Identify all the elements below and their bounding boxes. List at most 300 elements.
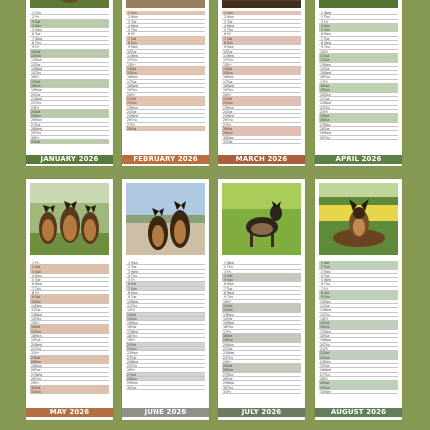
day-number: 18: [127, 84, 132, 89]
day-number: 26: [320, 368, 325, 373]
day-number: 7: [223, 286, 226, 291]
day-number: 30: [320, 135, 325, 140]
day-number: 12: [320, 58, 325, 63]
day-row: [30, 140, 109, 144]
day-number: 14: [127, 66, 132, 71]
weekday-name: Fri: [227, 299, 231, 304]
dog-photo: [222, 0, 301, 8]
day-number: 18: [223, 334, 228, 339]
day-list: [222, 261, 301, 394]
day-number: 8: [223, 291, 226, 296]
weekday-name: Tue: [324, 334, 330, 339]
month-label: FEBRUARY 2026: [122, 155, 209, 164]
weekday-name: Thu: [227, 295, 233, 300]
day-number: 7: [320, 36, 323, 41]
weekday-name: Tue: [227, 19, 233, 24]
day-row: [30, 390, 109, 394]
weekday-name: Mon: [35, 88, 42, 93]
weekday-name: Sat: [324, 114, 330, 119]
weekday-name: Mon: [324, 329, 331, 334]
day-number: 5: [320, 28, 323, 33]
weekday-name: Mon: [131, 15, 138, 20]
calendar-panel-may: [26, 179, 113, 420]
day-number: 18: [31, 84, 36, 89]
weekday-name: Sat: [131, 66, 137, 71]
day-number: 3: [31, 269, 34, 274]
weekday-name: Wed: [324, 308, 331, 313]
weekday-name: Tue: [131, 385, 137, 390]
day-number: 28: [127, 127, 132, 132]
calendar-panel-june: [122, 179, 209, 420]
weekday-name: Sat: [35, 79, 41, 84]
day-number: 25: [223, 114, 228, 119]
day-number: 23: [31, 355, 36, 360]
day-number: 12: [320, 308, 325, 313]
day-number: 15: [31, 321, 36, 326]
day-number: 19: [127, 338, 132, 343]
day-list: [319, 261, 398, 394]
day-number: 25: [320, 114, 325, 119]
weekday-name: Mon: [227, 135, 234, 140]
day-number: 17: [31, 329, 36, 334]
weekday-name: Sat: [35, 139, 41, 144]
day-number: 27: [31, 122, 36, 127]
weekday-name: Sat: [227, 66, 233, 71]
day-number: 28: [320, 377, 325, 382]
weekday-name: Fri: [324, 316, 328, 321]
weekday-name: Sun: [324, 118, 331, 123]
day-number: 20: [320, 92, 325, 97]
day-number: 9: [127, 45, 130, 50]
weekday-name: Fri: [324, 19, 328, 24]
day-number: 1: [223, 261, 226, 265]
day-number: 12: [31, 58, 36, 63]
weekday-name: Tue: [227, 286, 233, 291]
day-number: 8: [320, 291, 323, 296]
weekday-name: Wed: [324, 71, 331, 76]
weekday-name: Thu: [324, 312, 330, 317]
weekday-name: Mon: [227, 372, 234, 377]
day-number: 10: [320, 299, 325, 304]
weekday-name: Wed: [35, 312, 42, 317]
day-number: 5: [127, 278, 130, 283]
day-number: 24: [31, 359, 36, 364]
dog-photo: [222, 183, 301, 255]
day-number: 11: [223, 303, 228, 308]
day-list: [126, 11, 205, 131]
day-number: 16: [127, 75, 132, 80]
weekday-name: Sun: [227, 278, 234, 283]
day-number: 1: [320, 11, 323, 15]
day-list: [126, 261, 205, 390]
day-number: 12: [223, 58, 228, 63]
day-number: 24: [127, 109, 132, 114]
weekday-name: Fri: [35, 15, 39, 20]
day-number: 19: [320, 88, 325, 93]
day-number: 4: [31, 23, 34, 28]
day-number: 26: [223, 368, 228, 373]
day-number: 23: [223, 355, 228, 360]
day-number: 7: [127, 286, 130, 291]
day-number: 8: [127, 41, 130, 46]
day-number: 20: [31, 92, 36, 97]
weekday-name: Sat: [227, 303, 233, 308]
day-number: 4: [320, 23, 323, 28]
day-number: 16: [31, 75, 36, 80]
weekday-name: Wed: [35, 96, 42, 101]
weekday-name: Fri: [324, 286, 328, 291]
weekday-name: Thu: [131, 303, 137, 308]
calendar-panel-august: [315, 179, 402, 420]
day-number: 3: [223, 269, 226, 274]
weekday-name: Mon: [131, 321, 138, 326]
weekday-name: Sun: [131, 101, 138, 106]
weekday-name: Thu: [35, 377, 41, 382]
day-number: 25: [127, 114, 132, 119]
day-number: 10: [320, 49, 325, 54]
day-number: 15: [127, 321, 132, 326]
weekday-name: Sun: [324, 385, 331, 390]
day-number: 6: [127, 32, 130, 37]
weekday-name: Fri: [35, 351, 39, 356]
day-number: 30: [31, 385, 36, 390]
day-number: 19: [223, 338, 228, 343]
day-number: 27: [320, 372, 325, 377]
weekday-name: Wed: [131, 84, 138, 89]
day-number: 9: [320, 295, 323, 300]
weekday-name: Mon: [324, 389, 331, 394]
weekday-name: Thu: [131, 364, 137, 369]
weekday-name: Sun: [227, 368, 234, 373]
day-number: 28: [320, 127, 325, 132]
day-number: 28: [31, 127, 36, 132]
weekday-name: Tue: [131, 109, 137, 114]
day-number: 22: [127, 101, 132, 106]
day-number: 7: [223, 36, 226, 41]
weekday-name: Mon: [227, 342, 234, 347]
weekday-name: Mon: [227, 75, 234, 80]
weekday-name: Sun: [227, 101, 234, 106]
weekday-name: Fri: [35, 381, 39, 386]
weekday-name: Sun: [35, 269, 42, 274]
weekday-name: Thu: [131, 334, 137, 339]
weekday-name: Thu: [131, 88, 137, 93]
day-number: 11: [223, 53, 228, 58]
weekday-name: Fri: [131, 62, 135, 67]
day-number: 25: [127, 364, 132, 369]
weekday-name: Wed: [227, 291, 234, 296]
weekday-name: Fri: [35, 75, 39, 80]
weekday-name: Wed: [227, 351, 234, 356]
weekday-name: Fri: [324, 377, 328, 382]
day-number: 28: [127, 377, 132, 382]
day-number: 28: [31, 377, 36, 382]
day-number: 21: [320, 346, 325, 351]
day-number: 22: [320, 101, 325, 106]
weekday-name: Sat: [227, 36, 233, 41]
weekday-name: Sat: [131, 36, 137, 41]
day-number: 12: [127, 308, 132, 313]
weekday-name: Fri: [131, 338, 135, 343]
day-number: 2: [320, 15, 323, 20]
day-number: 23: [31, 105, 36, 110]
dog-photo: [126, 183, 205, 255]
day-number: 3: [320, 269, 323, 274]
day-number: 17: [127, 79, 132, 84]
weekday-name: Thu: [35, 71, 41, 76]
day-number: 29: [31, 381, 36, 386]
day-number: 24: [320, 359, 325, 364]
weekday-name: Wed: [227, 381, 234, 386]
weekday-name: Tue: [227, 346, 233, 351]
weekday-name: Sun: [35, 53, 42, 58]
day-number: 4: [223, 23, 226, 28]
weekday-name: Wed: [131, 359, 138, 364]
day-number: 5: [320, 278, 323, 283]
day-number: 14: [223, 316, 228, 321]
weekday-name: Thu: [131, 118, 137, 123]
weekday-name: Wed: [324, 368, 331, 373]
day-number: 26: [127, 368, 132, 373]
calendar-panel-april: [315, 0, 402, 166]
day-number: 7: [320, 286, 323, 291]
weekday-name: Fri: [227, 269, 231, 274]
day-number: 12: [31, 308, 36, 313]
day-number: 8: [31, 41, 34, 46]
weekday-name: Wed: [131, 53, 138, 58]
day-number: 24: [320, 109, 325, 114]
day-number: 21: [223, 96, 228, 101]
day-number: 10: [127, 49, 132, 54]
day-number: 28: [223, 127, 228, 132]
weekday-name: Mon: [324, 32, 331, 37]
weekday-name: Thu: [324, 45, 330, 50]
weekday-name: Wed: [131, 299, 138, 304]
day-number: 24: [127, 359, 132, 364]
day-number: 4: [127, 23, 130, 28]
day-number: 27: [127, 122, 132, 127]
day-number: 9: [223, 45, 226, 50]
day-number: 19: [31, 338, 36, 343]
weekday-name: Wed: [227, 321, 234, 326]
weekday-name: Fri: [227, 329, 231, 334]
day-number: 16: [223, 75, 228, 80]
day-number: 24: [223, 109, 228, 114]
weekday-name: Sat: [324, 351, 330, 356]
day-number: 6: [31, 282, 34, 287]
weekday-name: Sat: [227, 96, 233, 101]
day-list: [319, 11, 398, 140]
day-number: 13: [127, 312, 132, 317]
day-number: 8: [320, 41, 323, 46]
day-number: 1: [31, 11, 34, 15]
day-number: 31: [223, 389, 228, 394]
day-number: 24: [223, 359, 228, 364]
day-number: 29: [223, 131, 228, 136]
weekday-name: Sat: [324, 321, 330, 326]
weekday-name: Sun: [35, 329, 42, 334]
weekday-name: Sat: [324, 381, 330, 386]
day-number: 15: [127, 71, 132, 76]
weekday-name: Mon: [324, 299, 331, 304]
weekday-name: Sun: [227, 131, 234, 136]
day-number: 30: [223, 135, 228, 140]
weekday-name: Fri: [35, 105, 39, 110]
day-number: 29: [223, 381, 228, 386]
calendar-panel-january: [26, 0, 113, 166]
weekday-name: Tue: [35, 92, 41, 97]
day-number: 14: [320, 66, 325, 71]
weekday-name: Sun: [324, 355, 331, 360]
weekday-name: Thu: [324, 282, 330, 287]
weekday-name: Sun: [131, 71, 138, 76]
day-number: 27: [223, 372, 228, 377]
day-number: 20: [31, 342, 36, 347]
weekday-name: Tue: [324, 36, 330, 41]
day-number: 6: [127, 282, 130, 287]
weekday-name: Wed: [227, 53, 234, 58]
day-number: 2: [31, 265, 34, 270]
day-number: 22: [127, 351, 132, 356]
day-number: 20: [127, 342, 132, 347]
day-number: 14: [223, 66, 228, 71]
day-number: 3: [127, 269, 130, 274]
weekday-name: Mon: [227, 15, 234, 20]
day-number: 13: [223, 312, 228, 317]
day-number: 31: [31, 389, 36, 394]
weekday-name: Mon: [324, 122, 331, 127]
day-number: 16: [223, 325, 228, 330]
dog-photo: [30, 0, 109, 8]
weekday-name: Tue: [35, 338, 41, 343]
day-number: 5: [127, 28, 130, 33]
day-number: 20: [127, 92, 132, 97]
weekday-name: Wed: [35, 282, 42, 287]
day-number: 22: [31, 101, 36, 106]
weekday-name: Sat: [35, 295, 41, 300]
day-number: 14: [320, 316, 325, 321]
day-number: 17: [223, 79, 228, 84]
weekday-name: Sat: [227, 334, 233, 339]
weekday-name: Sat: [131, 372, 137, 377]
day-number: 31: [223, 139, 228, 144]
weekday-name: Fri: [227, 389, 231, 394]
weekday-name: Thu: [35, 41, 41, 46]
day-number: 28: [223, 377, 228, 382]
day-number: 4: [31, 273, 34, 278]
day-number: 23: [320, 355, 325, 360]
weekday-name: Sat: [35, 355, 41, 360]
weekday-name: Wed: [35, 66, 42, 71]
weekday-name: Fri: [227, 359, 231, 364]
day-number: 1: [127, 261, 130, 265]
day-number: 16: [127, 325, 132, 330]
weekday-name: Wed: [131, 329, 138, 334]
day-list: [30, 261, 109, 394]
day-number: 30: [127, 385, 132, 390]
weekday-name: Sun: [35, 359, 42, 364]
day-number: 19: [31, 88, 36, 93]
weekday-name: Fri: [227, 92, 231, 97]
weekday-name: Wed: [324, 131, 331, 136]
weekday-name: Thu: [227, 88, 233, 93]
day-number: 24: [31, 109, 36, 114]
day-number: 15: [223, 71, 228, 76]
weekday-name: Tue: [131, 79, 137, 84]
day-number: 10: [127, 299, 132, 304]
day-number: 10: [223, 299, 228, 304]
day-number: 5: [31, 278, 34, 283]
month-label: JUNE 2026: [122, 408, 209, 417]
day-number: 21: [320, 96, 325, 101]
day-number: 1: [320, 261, 323, 265]
day-number: 11: [31, 303, 36, 308]
weekday-name: Wed: [227, 23, 234, 28]
day-number: 6: [31, 32, 34, 37]
weekday-name: Sat: [131, 127, 137, 132]
weekday-name: Fri: [324, 109, 328, 114]
day-number: 30: [320, 385, 325, 390]
day-number: 10: [31, 299, 36, 304]
weekday-name: Fri: [131, 92, 135, 97]
weekday-name: Mon: [324, 269, 331, 274]
day-number: 2: [31, 15, 34, 20]
weekday-name: Sun: [35, 299, 42, 304]
day-number: 13: [320, 312, 325, 317]
day-list: [222, 11, 301, 144]
weekday-name: Wed: [324, 278, 331, 283]
weekday-name: Mon: [35, 58, 42, 63]
weekday-name: Thu: [35, 11, 41, 15]
day-number: 17: [127, 329, 132, 334]
weekday-name: Tue: [227, 109, 233, 114]
day-number: 2: [127, 265, 130, 270]
weekday-name: Tue: [227, 377, 233, 382]
weekday-name: Sun: [131, 316, 138, 321]
day-number: 16: [320, 75, 325, 80]
day-number: 3: [223, 19, 226, 24]
weekday-name: Fri: [35, 291, 39, 296]
day-number: 13: [127, 62, 132, 67]
weekday-name: Thu: [324, 15, 330, 20]
day-number: 16: [320, 325, 325, 330]
day-number: 25: [31, 114, 36, 119]
day-number: 26: [31, 118, 36, 123]
weekday-name: Sat: [324, 23, 330, 28]
day-number: 22: [223, 351, 228, 356]
day-number: 2: [320, 265, 323, 270]
day-number: 9: [31, 45, 34, 50]
day-number: 9: [320, 45, 323, 50]
weekday-name: Fri: [35, 261, 39, 265]
day-number: 3: [320, 19, 323, 24]
weekday-name: Sun: [227, 338, 234, 343]
day-number: 11: [320, 303, 325, 308]
calendar-panel-july: [218, 179, 305, 420]
calendar-panel-march: [218, 0, 305, 166]
weekday-name: Fri: [35, 45, 39, 50]
day-number: 18: [31, 334, 36, 339]
weekday-name: Sat: [35, 325, 41, 330]
weekday-name: Tue: [131, 49, 137, 54]
day-number: 11: [127, 303, 132, 308]
weekday-name: Thu: [227, 118, 233, 123]
weekday-name: Sun: [324, 325, 331, 330]
weekday-name: Mon: [227, 312, 234, 317]
day-number: 11: [31, 53, 36, 58]
weekday-name: Tue: [35, 368, 41, 373]
month-label: APRIL 2026: [315, 155, 402, 164]
